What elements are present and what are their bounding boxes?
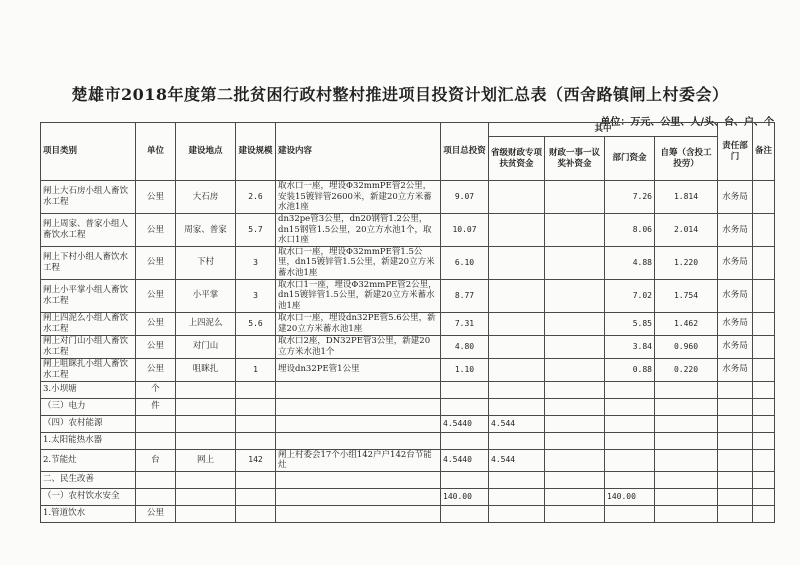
cell-scale [236,335,276,358]
header-location: 建设地点 [176,123,236,181]
cell-total: 10.07 [441,213,489,246]
section-row [41,505,775,522]
cell-note [753,335,775,358]
cell-content: dn32pe管3公里，dn20钢管1.2公里，dn15钢管1.5公里，20立方水池1个，取水口1座 [276,213,441,246]
cell-dept: 水务局 [718,335,753,358]
cell-content: 闸上村委会17个小组142户户142台节能灶 [276,449,441,471]
cell-unit: 台 [136,449,176,471]
investment-table [40,122,775,523]
cell-scale: 5.6 [236,312,276,335]
cell-dept-fund: 7.26 [605,181,655,214]
cell-scale: 142 [236,449,276,471]
cell-dept: 水务局 [718,279,753,312]
cell-note [753,246,775,279]
cell-dept: 水务局 [718,358,753,381]
cell-total: 4.80 [441,335,489,358]
cell-category: 闸上四泥么小组人畜饮水工程 [41,312,136,335]
header-prov-fund: 省级财政专项扶贫资金 [489,137,545,181]
cell-prov [489,213,545,246]
cell-prov: 4.544 [489,449,545,471]
cell-dept-fund: 8.06 [605,213,655,246]
cell-content: 取水口2座，DN32PE管3公里，新建20立方米水池1个 [276,335,441,358]
cell-reward [545,312,605,335]
section-row [41,381,775,398]
cell-total: 9.07 [441,181,489,214]
section-row [41,488,775,505]
header-of-which: 其中 [489,123,718,137]
cell-dept-fund: 5.85 [605,312,655,335]
cell-scale: 2.6 [236,181,276,214]
cell-prov: 4.544 [489,415,545,432]
cell-category: 2.节能灶 [41,449,136,471]
cell-scale: 5.7 [236,213,276,246]
cell-total: 8.77 [441,279,489,312]
section-row [41,432,775,449]
header-total: 项目总投资 [441,123,489,181]
cell-total: 140.00 [441,488,489,505]
table-row [41,181,775,214]
cell-location: 大石房 [176,181,236,214]
cell-prov [489,246,545,279]
header-scale: 建设规模 [236,123,276,181]
cell-self: 1.754 [655,279,718,312]
cell-unit: 公里 [136,505,176,522]
cell-content: 埋设dn32PE管1公里 [276,358,441,381]
header-note: 备注 [753,123,775,181]
cell-self: 2.014 [655,213,718,246]
unit-note: 单位：万元、公里、人/头、台、户、个 [600,117,774,128]
cell-unit: 公里 [136,335,176,358]
cell-category: 1.太阳能热水器 [41,432,136,449]
cell-category: 闸上大石房小组人畜饮水工程 [41,181,136,214]
cell-reward [545,358,605,381]
cell-content: 取水口一座，埋设Φ32mmPE管1.5公里，dn15镀锌管1.5公里，新建20立方米蓄水池1座 [276,246,441,279]
header-reward-fund: 财政一事一议奖补资金 [545,137,605,181]
cell-unit: 公里 [136,279,176,312]
cell-location: 小平掌 [176,279,236,312]
cell-category: 1.管道饮水 [41,505,136,522]
section-row [41,398,775,415]
page-title: 楚雄市2018年度第二批贫困行政村整村推进项目投资计划汇总表（西舍路镇闸上村委会） [71,85,729,104]
cell-dept-fund: 0.88 [605,358,655,381]
cell-total: 7.31 [441,312,489,335]
cell-unit: 公里 [136,312,176,335]
cell-note [753,358,775,381]
cell-category: 闸上下村小组人畜饮水工程 [41,246,136,279]
cell-unit: 件 [136,398,176,415]
cell-prov [489,279,545,312]
cell-self: 1.220 [655,246,718,279]
cell-content: 取水口1一座，埋设Φ32mmPE管2公里，dn15镀锌管1.5公里，新建20立方米蓄水池1座 [276,279,441,312]
section-row [41,471,775,488]
cell-unit: 公里 [136,358,176,381]
cell-self: 1.462 [655,312,718,335]
cell-unit: 公里 [136,181,176,214]
cell-prov [489,181,545,214]
cell-category: 3.小坝塘 [41,381,136,398]
cell-unit: 个 [136,381,176,398]
header-category: 项目类别 [41,123,136,181]
cell-reward [545,213,605,246]
cell-location: 对门山 [176,335,236,358]
cell-category: 闸上小平掌小组人畜饮水工程 [41,279,136,312]
section-row [41,449,775,471]
cell-scale: 3 [236,246,276,279]
table-row [41,358,775,381]
header-content: 建设内容 [276,123,441,181]
cell-category: （三）电力 [41,398,136,415]
cell-note [753,213,775,246]
cell-reward [545,181,605,214]
header-dept-fund: 部门资金 [605,137,655,181]
cell-content: 取水口一座，埋设dn32PE管5.6公里，新建20立方米蓄水池1座 [276,312,441,335]
table-row [41,312,775,335]
cell-dept: 水务局 [718,181,753,214]
section-row [41,415,775,432]
cell-category: （四）农村能源 [41,415,136,432]
cell-category: 二、民生改善 [41,471,136,488]
cell-reward [545,246,605,279]
cell-content: 取水口一座，埋设Φ32mmPE管2公里，安装15镀锌管2600米，新建20立方米蓄水池1座 [276,181,441,214]
cell-location: 下村 [176,246,236,279]
cell-dept: 水务局 [718,213,753,246]
cell-category: （一）农村饮水安全 [41,488,136,505]
cell-note [753,181,775,214]
cell-self: 0.220 [655,358,718,381]
table-row [41,335,775,358]
header-unit: 单位 [136,123,176,181]
cell-note [753,279,775,312]
cell-reward [545,279,605,312]
cell-unit: 公里 [136,213,176,246]
cell-dept-fund: 4.88 [605,246,655,279]
cell-location: 周家、普家 [176,213,236,246]
table-row [41,246,775,279]
cell-dept: 水务局 [718,312,753,335]
cell-dept-fund: 3.84 [605,335,655,358]
cell-category: 闸上咀眯扎小组人畜饮水工程 [41,358,136,381]
cell-total: 6.10 [441,246,489,279]
cell-location: 网上 [176,449,236,471]
cell-prov [489,358,545,381]
table-row [41,213,775,246]
cell-note [753,312,775,335]
header-dept: 责任部门 [718,123,753,181]
cell-location: 咀眯扎 [176,358,236,381]
cell-prov [489,335,545,358]
cell-location: 上四泥么 [176,312,236,335]
cell-category: 闸上周家、普家小组人畜饮水工程 [41,213,136,246]
cell-scale: 1 [236,358,276,381]
table-row [41,279,775,312]
cell-reward [545,335,605,358]
cell-category: 闸上对门山小组人畜饮水工程 [41,335,136,358]
cell-dept: 水务局 [718,246,753,279]
cell-prov [489,312,545,335]
cell-scale: 3 [236,279,276,312]
cell-total: 1.10 [441,358,489,381]
cell-total: 4.5440 [441,415,489,432]
header-self-fund: 自筹（含投工投劳） [655,137,718,181]
cell-dept-fund: 140.00 [605,488,655,505]
cell-self: 1.814 [655,181,718,214]
cell-unit: 公里 [136,246,176,279]
cell-total: 4.5440 [441,449,489,471]
cell-self: 0.960 [655,335,718,358]
cell-dept-fund: 7.02 [605,279,655,312]
